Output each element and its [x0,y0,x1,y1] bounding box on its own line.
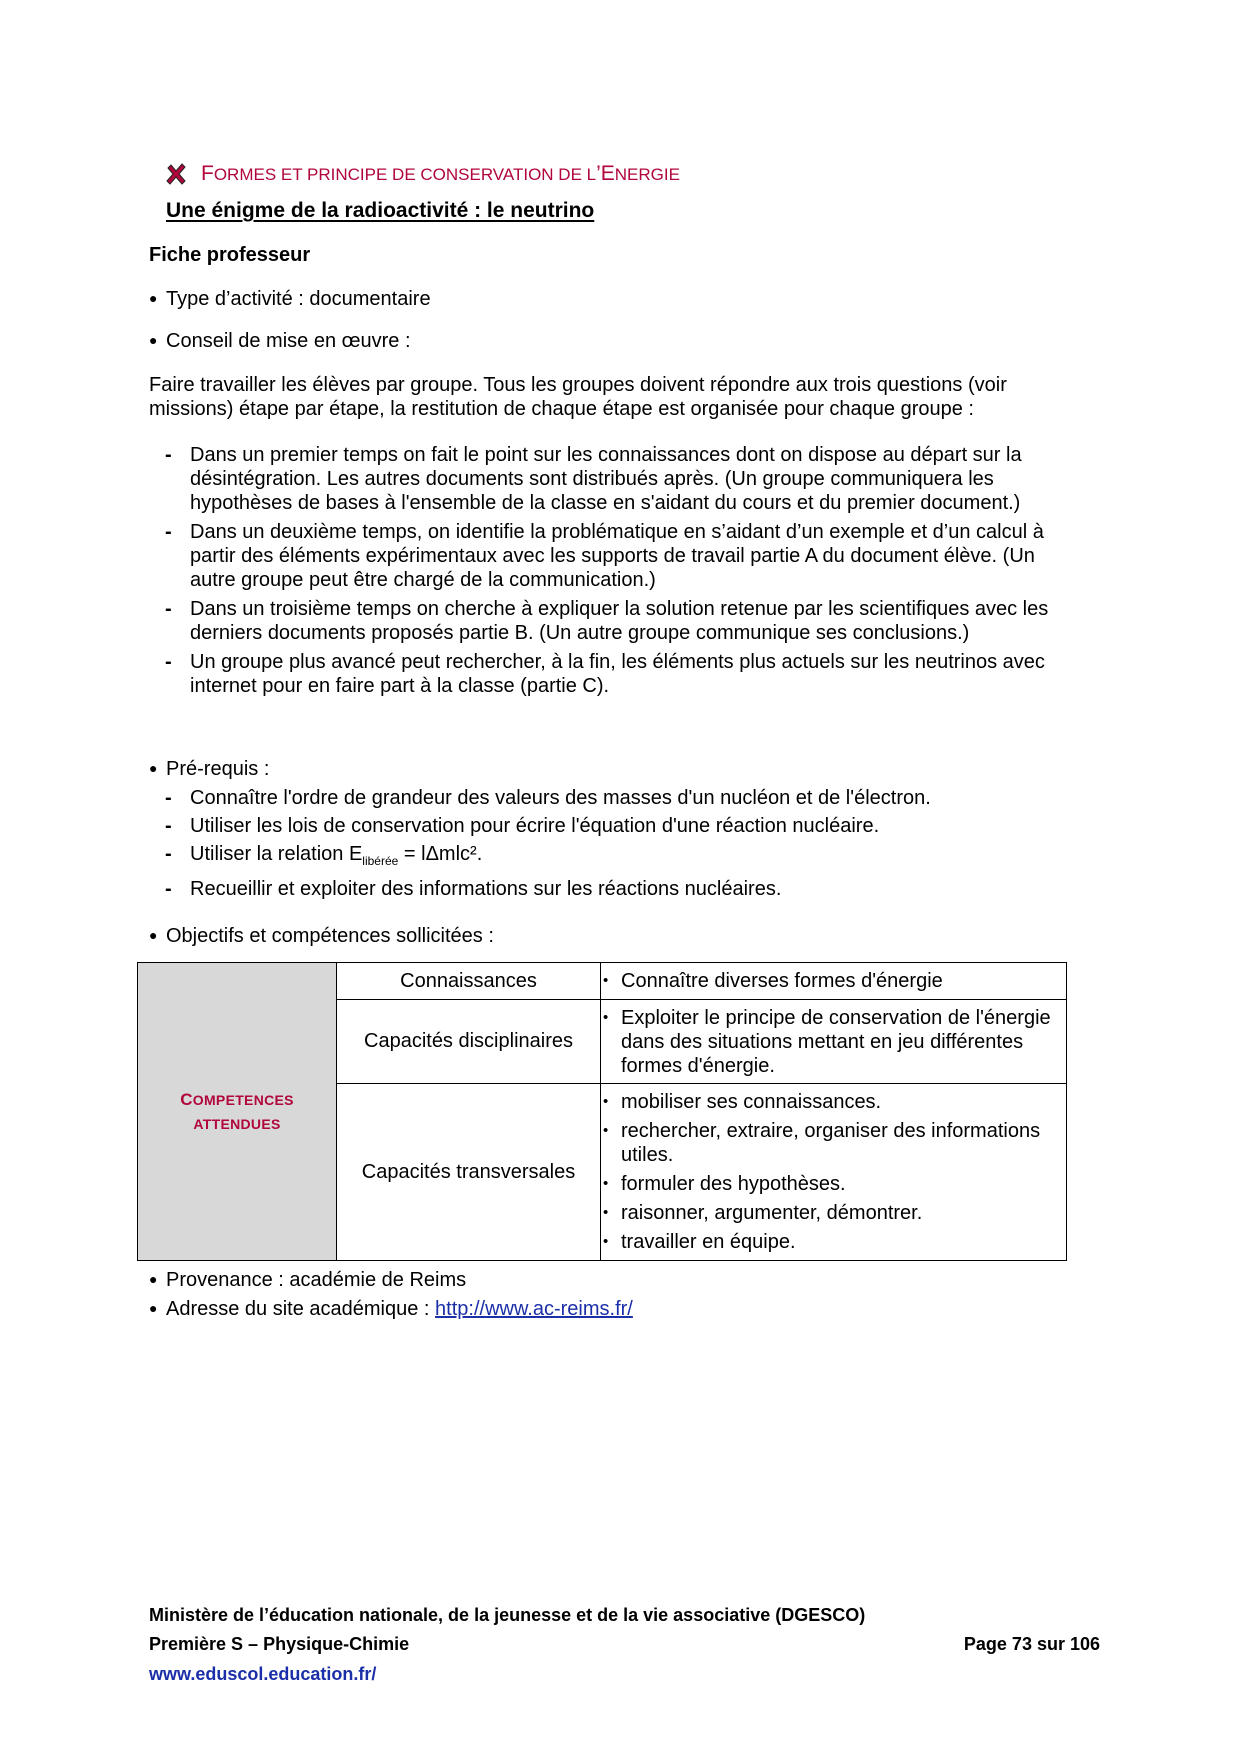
objectives-label: ● Objectifs et compétences sollicitées : [149,925,494,947]
list-item: • rechercher, extraire, organiser des informations utiles. [601,1119,1066,1167]
knowledge-cell [601,963,1067,1000]
page-subtitle: Une énigme de la radioactivité : le neutrino [166,199,595,222]
list-item: • Connaître diverses formes d'énergie [601,969,1066,993]
list-item: - Dans un deuxième temps, on identifie la problématique en s’aidant d’un exemple et d’un calcul à partir des éléments expérimentaux avec les supports de travail partie A du document élève. (Un autre groupe peut être chargé de la communication.) [149,520,1049,592]
advice-label: ● Conseil de mise en œuvre : [149,330,411,352]
provenance: ● Provenance : académie de Reims [149,1269,467,1291]
prereq-label: ● Pré-requis : [149,758,270,780]
transversal-label: Capacités transversales [337,1084,601,1261]
bullet-icon: ● [149,927,158,943]
activity-type: ● Type d’activité : documentaire [149,288,431,310]
footer-ministry: Ministère de l’éducation nationale, de la jeunesse et de la vie associative (DGESCO) [149,1605,866,1625]
bullet-icon: ● [149,760,158,776]
list-item: - Dans un troisième temps on cherche à expliquer la solution retenue par les scientifiques avec les derniers documents proposés partie B. (Un autre groupe communique ses conclusions.) [149,597,1049,645]
list-item: - Un groupe plus avancé peut rechercher, à la fin, les éléments plus actuels sur les neutrinos avec internet pour en faire part à la classe (partie C). [149,650,1049,698]
competences-header: COMPETENCES ATTENDUES [138,963,337,1261]
list-item: • Exploiter le principe de conservation de l'énergie dans des situations mettant en jeu différentes formes d'énergie. [601,1006,1066,1078]
bullet-icon: ● [149,332,158,348]
bullet-icon: ● [149,1300,158,1316]
list-item: • travailler en équipe. [601,1230,1066,1254]
bullet-icon: ● [149,290,158,306]
transversal-cell [601,1084,1067,1261]
footer-website[interactable]: www.eduscol.education.fr/ [149,1664,377,1684]
page-number: Page 73 sur 106 [963,1634,1100,1654]
prereq-list [149,786,1049,905]
disciplinary-label: Capacités disciplinaires [337,1000,601,1084]
disciplinary-cell [601,1000,1067,1084]
list-item: • formuler des hypothèses. [601,1172,1066,1196]
fiche-label: Fiche professeur [149,244,311,266]
list-item: - Dans un premier temps on fait le point sur les connaissances dont on dispose au départ sur la désintégration. Les autres documents sont distribués après. (Un groupe communiquera les hypothèses de bases à l'ensemble de la classe en s'aidant du cours et du premier document.) [149,443,1049,515]
list-item: - Connaître l'ordre de grandeur des valeurs des masses d'un nucléon et de l'électron. [149,786,1049,810]
list-item: • raisonner, argumenter, démontrer. [601,1201,1066,1225]
section-title [165,162,680,186]
list-item: - Recueillir et exploiter des informations sur les réactions nucléaires. [149,877,1049,901]
list-item: - Utiliser les lois de conservation pour écrire l'équation d'une réaction nucléaire. [149,814,1049,838]
list-item: • mobiliser ses connaissances. [601,1090,1066,1114]
competences-table [137,962,1067,1261]
section-title-text: FORMES ET PRINCIPE DE CONSERVATION DE L’ENERGIE [201,162,680,185]
cross-icon [165,163,187,185]
advice-paragraph: Faire travailler les élèves par groupe. Tous les groupes doivent répondre aux trois questions (voir missions) étape par étape, la restitution de chaque étape est organisée pour chaque groupe : [149,374,1007,420]
site-link[interactable]: http://www.ac-reims.fr/ [435,1298,633,1320]
footer-course: Première S – Physique-Chimie [149,1634,410,1654]
knowledge-label: Connaissances [337,963,601,1000]
bullet-icon: ● [149,1271,158,1287]
steps-list [149,443,1049,703]
site-address: ● Adresse du site académique : http://www.ac-reims.fr/ [149,1298,633,1320]
relation-item: - Utiliser la relation $E_{libérée} = l\Delta mlc^2$. [149,842,1049,873]
